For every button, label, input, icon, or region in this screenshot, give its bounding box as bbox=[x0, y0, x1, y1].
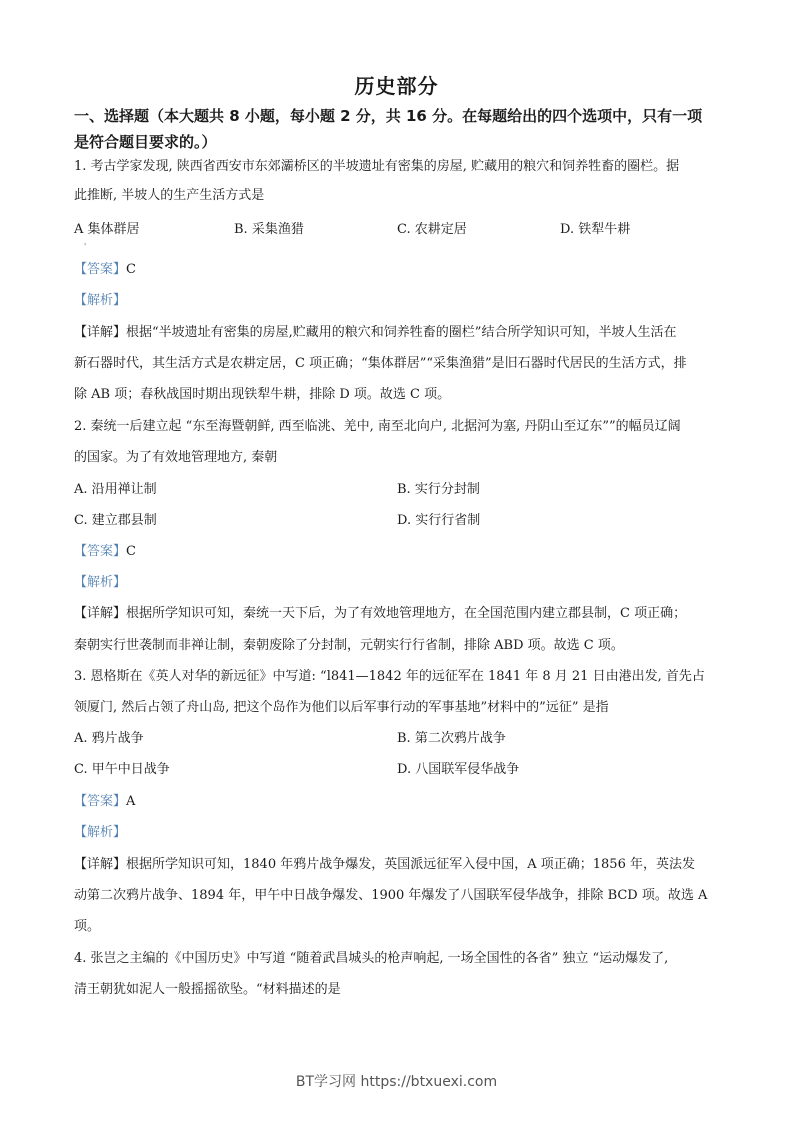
stray-mark: ' bbox=[84, 242, 87, 251]
answer-label: 【答案】 bbox=[74, 794, 127, 809]
question-3-answer bbox=[74, 792, 724, 812]
question-2-stem-line-1: 2. 秦统一后建立起 “东至海暨朝鲜, 西至临洮、羌中, 南至北向户, 北据河为塞, 丹阴山至辽东””的幅员辽阔 bbox=[74, 419, 681, 434]
detail-label: 【详解】 bbox=[74, 606, 127, 621]
question-1-answer bbox=[74, 260, 724, 280]
question-1-analysis-label: 【解析】 bbox=[74, 293, 127, 308]
question-2-option-a: A. 沿用禅让制 bbox=[74, 482, 157, 497]
question-3-stem-line-1: 3. 恩格斯在《英人对华的新远征》中写道: “l841—1842 年的远征军在 1841 年 8 月 21 日由港出发, 首先占 bbox=[74, 669, 705, 684]
question-2-detail-line-2: 秦朝实行世袭制而非禅让制，秦朝废除了分封制，元朝实行行省制，排除 ABD 项。故选 C 项。 bbox=[74, 638, 624, 653]
answer-value: C bbox=[126, 262, 136, 277]
question-1-detail-line-2: 新石器时代，其生活方式是农耕定居，C 项正确；“集体群居”“采集渔猎”是旧石器时代居民的生活方式，排 bbox=[74, 356, 687, 371]
question-1-detail-line-1 bbox=[74, 323, 724, 343]
question-2-option-d: D. 实行行省制 bbox=[397, 513, 481, 528]
question-1-stem-line-1: 1. 考古学家发现, 陕西省西安市东郊灞桥区的半坡遗址有密集的房屋, 贮藏用的粮穴和饲养牲畜的圈栏。据 bbox=[74, 159, 680, 174]
question-3-option-a: A. 鸦片战争 bbox=[74, 731, 144, 746]
section-heading-line-1: 一、选择题（本大题共 8 小题，每小题 2 分，共 16 分。在每题给出的四个选项中，只有一项 bbox=[74, 107, 703, 125]
question-4-stem-line-2: 清王朝犹如泥人一般摇摇欲坠。“材料描述的是 bbox=[74, 982, 341, 997]
question-3-analysis-label: 【解析】 bbox=[74, 825, 127, 840]
question-2-detail-line-1 bbox=[74, 604, 724, 624]
question-2-stem-line-2: 的国家。为了有效地管理地方, 秦朝 bbox=[74, 450, 278, 465]
answer-value: A bbox=[126, 794, 136, 809]
detail-text: 根据“半坡遗址有密集的房屋,贮藏用的粮穴和饲养牲畜的圈栏”结合所学知识可知，半坡人生活在 bbox=[126, 325, 677, 340]
question-3-option-d: D. 八国联军侵华战争 bbox=[397, 762, 520, 777]
page-title: 历史部分 bbox=[354, 74, 439, 98]
question-3-option-b: B. 第二次鸦片战争 bbox=[397, 731, 506, 746]
question-3-detail-line-2: 动第二次鸦片战争、1894 年，甲午中日战争爆发、1900 年爆发了八国联军侵华战争，排除 BCD 项。故选 A bbox=[74, 888, 708, 903]
footer-watermark: BT学习网 https://btxuexi.com bbox=[295, 1074, 498, 1090]
question-1-option-d: D. 铁犁牛耕 bbox=[560, 222, 631, 237]
detail-label: 【详解】 bbox=[74, 857, 127, 872]
question-3-detail-line-1 bbox=[74, 855, 724, 875]
answer-label: 【答案】 bbox=[74, 262, 127, 277]
detail-text: 根据所学知识可知，1840 年鸦片战争爆发，英国派远征军入侵中国，A 项正确；1856 年，英法发 bbox=[126, 857, 695, 872]
question-1-option-c: C. 农耕定居 bbox=[397, 222, 467, 237]
question-1-detail-line-3: 除 AB 项；春秋战国时期出现铁犁牛耕，排除 D 项。故选 C 项。 bbox=[74, 387, 451, 402]
answer-value: C bbox=[126, 544, 136, 559]
question-2-option-c: C. 建立郡县制 bbox=[74, 513, 157, 528]
detail-text: 根据所学知识可知，秦统一天下后，为了有效地管理地方，在全国范围内建立郡县制，C 项正确； bbox=[126, 606, 687, 621]
question-2-option-b: B. 实行分封制 bbox=[397, 482, 480, 497]
question-1-stem-line-2: 此推断, 半坡人的生产生活方式是 bbox=[74, 188, 265, 203]
section-heading bbox=[74, 103, 724, 155]
question-3-stem-line-2: 领厦门, 然后占领了舟山岛, 把这个岛作为他们以后军事行动的军事基地”材料中的”远征” 是指 bbox=[74, 700, 609, 715]
question-3-option-c: C. 甲午中日战争 bbox=[74, 762, 170, 777]
question-1-option-b: B. 采集渔猎 bbox=[234, 222, 304, 237]
detail-label: 【详解】 bbox=[74, 325, 127, 340]
question-2-answer bbox=[74, 542, 724, 562]
question-1-option-a: A 集体群居 bbox=[74, 222, 140, 237]
question-3-detail-line-3: 项。 bbox=[74, 919, 101, 934]
question-4-stem-line-1: 4. 张岂之主编的《中国历史》中写道 “随着武昌城头的枪声响起, 一场全国性的各省” 独立 “运动爆发了, bbox=[74, 951, 669, 966]
answer-label: 【答案】 bbox=[74, 544, 127, 559]
section-heading-line-2: 是符合题目要求的。） bbox=[74, 133, 217, 151]
question-2-analysis-label: 【解析】 bbox=[74, 575, 127, 590]
